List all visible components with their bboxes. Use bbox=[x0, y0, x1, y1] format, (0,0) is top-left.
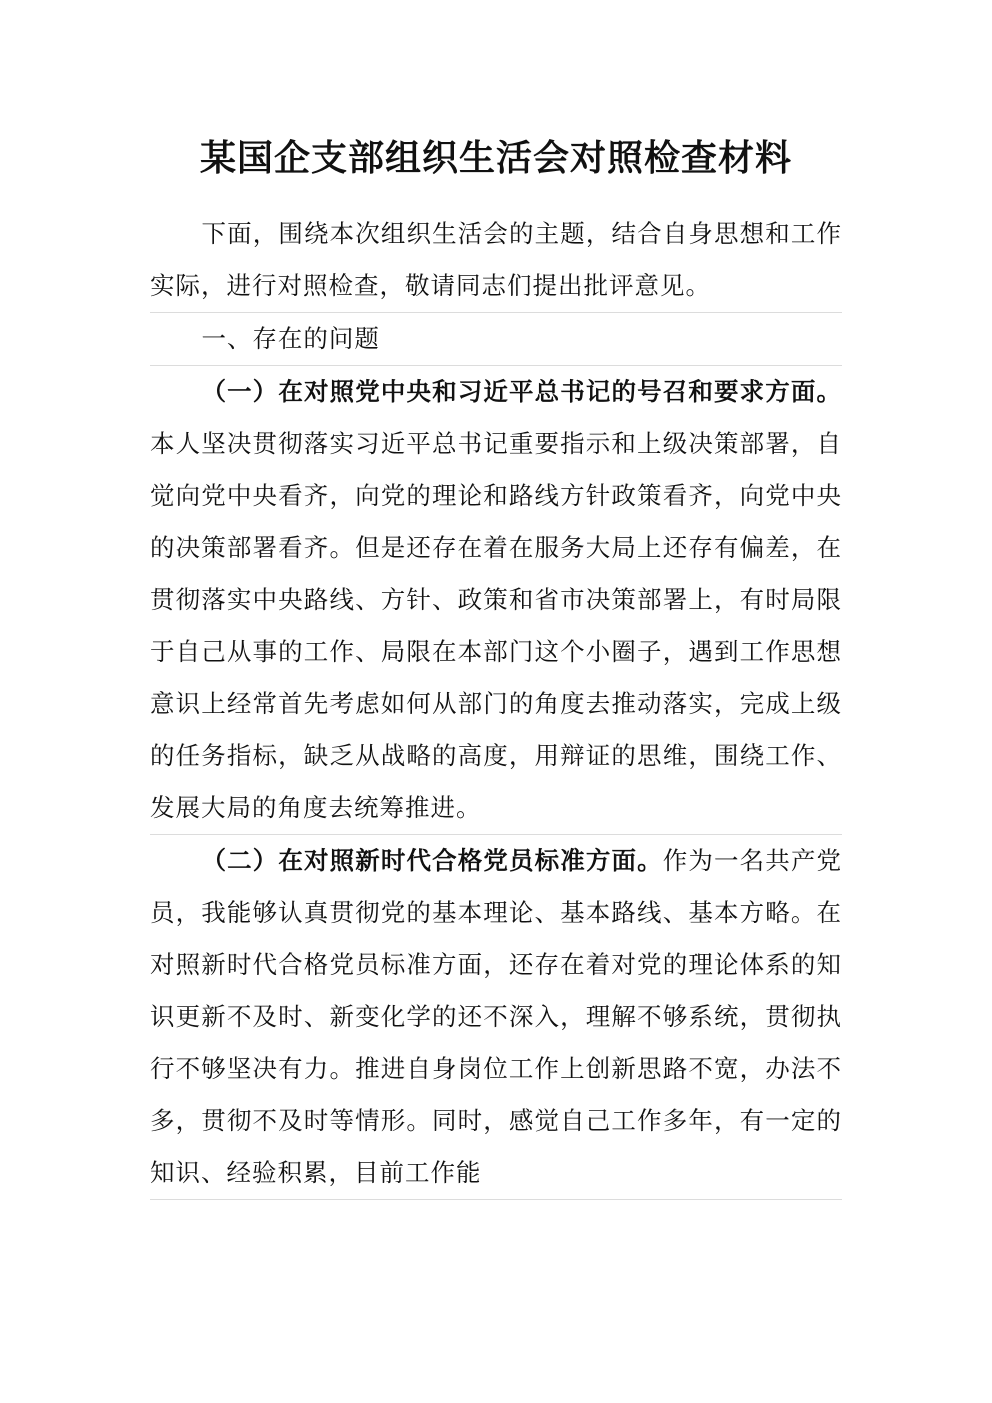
section-heading: 一、存在的问题 bbox=[150, 313, 842, 366]
item1-lead: （一）在对照党中央和习近平总书记的号召和要求方面。 bbox=[201, 377, 842, 406]
item1-paragraph bbox=[150, 366, 842, 835]
intro-paragraph: 下面，围绕本次组织生活会的主题，结合自身思想和工作实际，进行对照检查，敬请同志们提出批评意见。 bbox=[150, 208, 842, 313]
item1-text: 本人坚决贯彻落实习近平总书记重要指示和上级决策部署，自觉向党中央看齐，向党的理论和路线方针政策看齐，向党中央的决策部署看齐。但是还存在着在服务大局上还存有偏差，在贯彻落实中央路线、方针、政策和省市决策部署上，有时局限于自己从事的工作、局限在本部门这个小圈子，遇到工作思想意识上经常首先考虑如何从部门的角度去推动落实，完成上级的任务指标，缺乏从战略的高度，用辩证的思维，围绕工作、发展大局的角度去统筹推进。 bbox=[150, 429, 842, 822]
item2-paragraph bbox=[150, 835, 842, 1200]
document-title: 某国企支部组织生活会对照检查材料 bbox=[199, 137, 792, 179]
item2-lead: （二）在对照新时代合格党员标准方面。 bbox=[201, 846, 663, 875]
item2-text: 作为一名共产党员，我能够认真贯彻党的基本理论、基本路线、基本方略。在对照新时代合格党员标准方面，还存在着对党的理论体系的知识更新不及时、新变化学的还不深入，理解不够系统，贯彻执行不够坚决有力。推进自身岗位工作上创新思路不宽，办法不多，贯彻不及时等情形。同时，感觉自己工作多年，有一定的知识、经验积累，目前工作能 bbox=[150, 846, 842, 1187]
document-body bbox=[150, 208, 842, 1200]
